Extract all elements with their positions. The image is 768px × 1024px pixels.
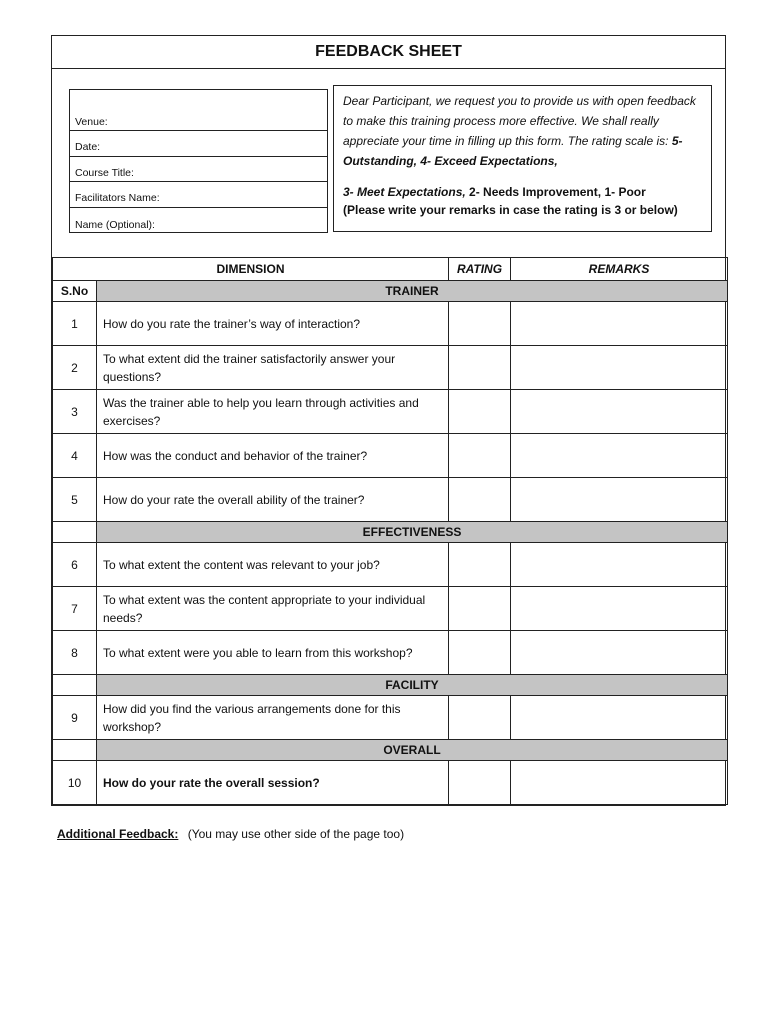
rating-header: RATING xyxy=(449,258,511,281)
section-row-overall xyxy=(53,740,728,761)
table-row xyxy=(53,696,728,740)
page-title: FEEDBACK SHEET xyxy=(52,36,725,69)
course-title-field[interactable] xyxy=(70,157,327,183)
rating-cell[interactable] xyxy=(449,346,511,390)
date-label: Date: xyxy=(75,141,101,153)
section-trainer: TRAINER xyxy=(97,281,728,302)
question-text: To what extent were you able to learn from this workshop? xyxy=(97,631,449,675)
scale-3: 3- Meet Expectations, xyxy=(343,185,466,199)
table-row xyxy=(53,478,728,522)
additional-feedback-label: Additional Feedback: xyxy=(57,827,179,841)
facilitators-name-label: Facilitators Name: xyxy=(75,192,160,204)
question-text: How do your rate the overall session? xyxy=(97,761,449,805)
question-text: To what extent was the content appropriate to your individual needs? xyxy=(97,587,449,631)
dimension-header: DIMENSION xyxy=(53,258,449,281)
remarks-header: REMARKS xyxy=(511,258,728,281)
venue-label: Venue: xyxy=(75,115,108,128)
remarks-cell[interactable] xyxy=(511,390,728,434)
section-row-effectiveness xyxy=(53,522,728,543)
date-field[interactable] xyxy=(70,131,327,157)
rating-cell[interactable] xyxy=(449,587,511,631)
question-number: 7 xyxy=(53,587,97,631)
participant-name-field[interactable] xyxy=(70,208,327,234)
table-row xyxy=(53,543,728,587)
section-overall: OVERALL xyxy=(97,740,728,761)
participant-info-box xyxy=(69,89,328,233)
table-header-row xyxy=(53,258,728,281)
table-row xyxy=(53,346,728,390)
question-text: To what extent did the trainer satisfactorily answer your questions? xyxy=(97,346,449,390)
instructions-box xyxy=(333,85,712,232)
question-text: How did you find the various arrangements done for this workshop? xyxy=(97,696,449,740)
remarks-cell[interactable] xyxy=(511,631,728,675)
rating-cell[interactable] xyxy=(449,696,511,740)
participant-name-label: Name (Optional): xyxy=(75,218,155,231)
remarks-cell[interactable] xyxy=(511,302,728,346)
table-row xyxy=(53,302,728,346)
remarks-cell[interactable] xyxy=(511,543,728,587)
remarks-cell[interactable] xyxy=(511,587,728,631)
remarks-cell[interactable] xyxy=(511,434,728,478)
table-row xyxy=(53,761,728,805)
section-facility: FACILITY xyxy=(97,675,728,696)
question-number: 8 xyxy=(53,631,97,675)
question-number: 10 xyxy=(53,761,97,805)
question-number: 2 xyxy=(53,346,97,390)
rating-cell[interactable] xyxy=(449,761,511,805)
question-number: 1 xyxy=(53,302,97,346)
section-effectiveness: EFFECTIVENESS xyxy=(97,522,728,543)
scale-2: 2- Needs Improvement, xyxy=(469,185,602,199)
section-row-facility xyxy=(53,675,728,696)
feedback-table xyxy=(52,257,728,805)
scale-5: 5- Outstanding, xyxy=(343,134,683,168)
rating-cell[interactable] xyxy=(449,543,511,587)
rating-cell[interactable] xyxy=(449,302,511,346)
additional-feedback-hint: (You may use other side of the page too) xyxy=(187,827,405,841)
remarks-cell[interactable] xyxy=(511,696,728,740)
question-number: 3 xyxy=(53,390,97,434)
remarks-cell[interactable] xyxy=(511,478,728,522)
scale-4: 4- Exceed Expectations, xyxy=(420,154,558,168)
table-row xyxy=(53,434,728,478)
remarks-cell[interactable] xyxy=(511,761,728,805)
rating-cell[interactable] xyxy=(449,434,511,478)
question-text: How was the conduct and behavior of the trainer? xyxy=(97,434,449,478)
question-number: 4 xyxy=(53,434,97,478)
venue-field[interactable] xyxy=(70,90,327,131)
table-row xyxy=(53,390,728,434)
question-text: How do your rate the overall ability of the trainer? xyxy=(97,478,449,522)
question-text: Was the trainer able to help you learn through activities and exercises? xyxy=(97,390,449,434)
rating-cell[interactable] xyxy=(449,390,511,434)
table-row xyxy=(53,587,728,631)
question-number: 6 xyxy=(53,543,97,587)
additional-feedback xyxy=(57,827,404,841)
question-text: How do you rate the trainer’s way of interaction? xyxy=(97,302,449,346)
remarks-cell[interactable] xyxy=(511,346,728,390)
remarks-instruction: (Please write your remarks in case the rating is 3 or below) xyxy=(343,203,678,217)
sno-header: S.No xyxy=(53,281,97,302)
feedback-sheet xyxy=(51,35,726,806)
table-row xyxy=(53,631,728,675)
question-number: 5 xyxy=(53,478,97,522)
instructions-intro: Dear Participant, we request you to provide us with open feedback to make this training process more effective. We shall really appreciate your time in filling up this form. The rating scale is: xyxy=(343,94,696,148)
rating-cell[interactable] xyxy=(449,478,511,522)
scale-1: 1- Poor xyxy=(604,185,646,199)
section-row-trainer xyxy=(53,281,728,302)
question-number: 9 xyxy=(53,696,97,740)
facilitators-name-field[interactable] xyxy=(70,182,327,208)
rating-cell[interactable] xyxy=(449,631,511,675)
question-text: To what extent the content was relevant to your job? xyxy=(97,543,449,587)
course-title-label: Course Title: xyxy=(75,166,134,179)
